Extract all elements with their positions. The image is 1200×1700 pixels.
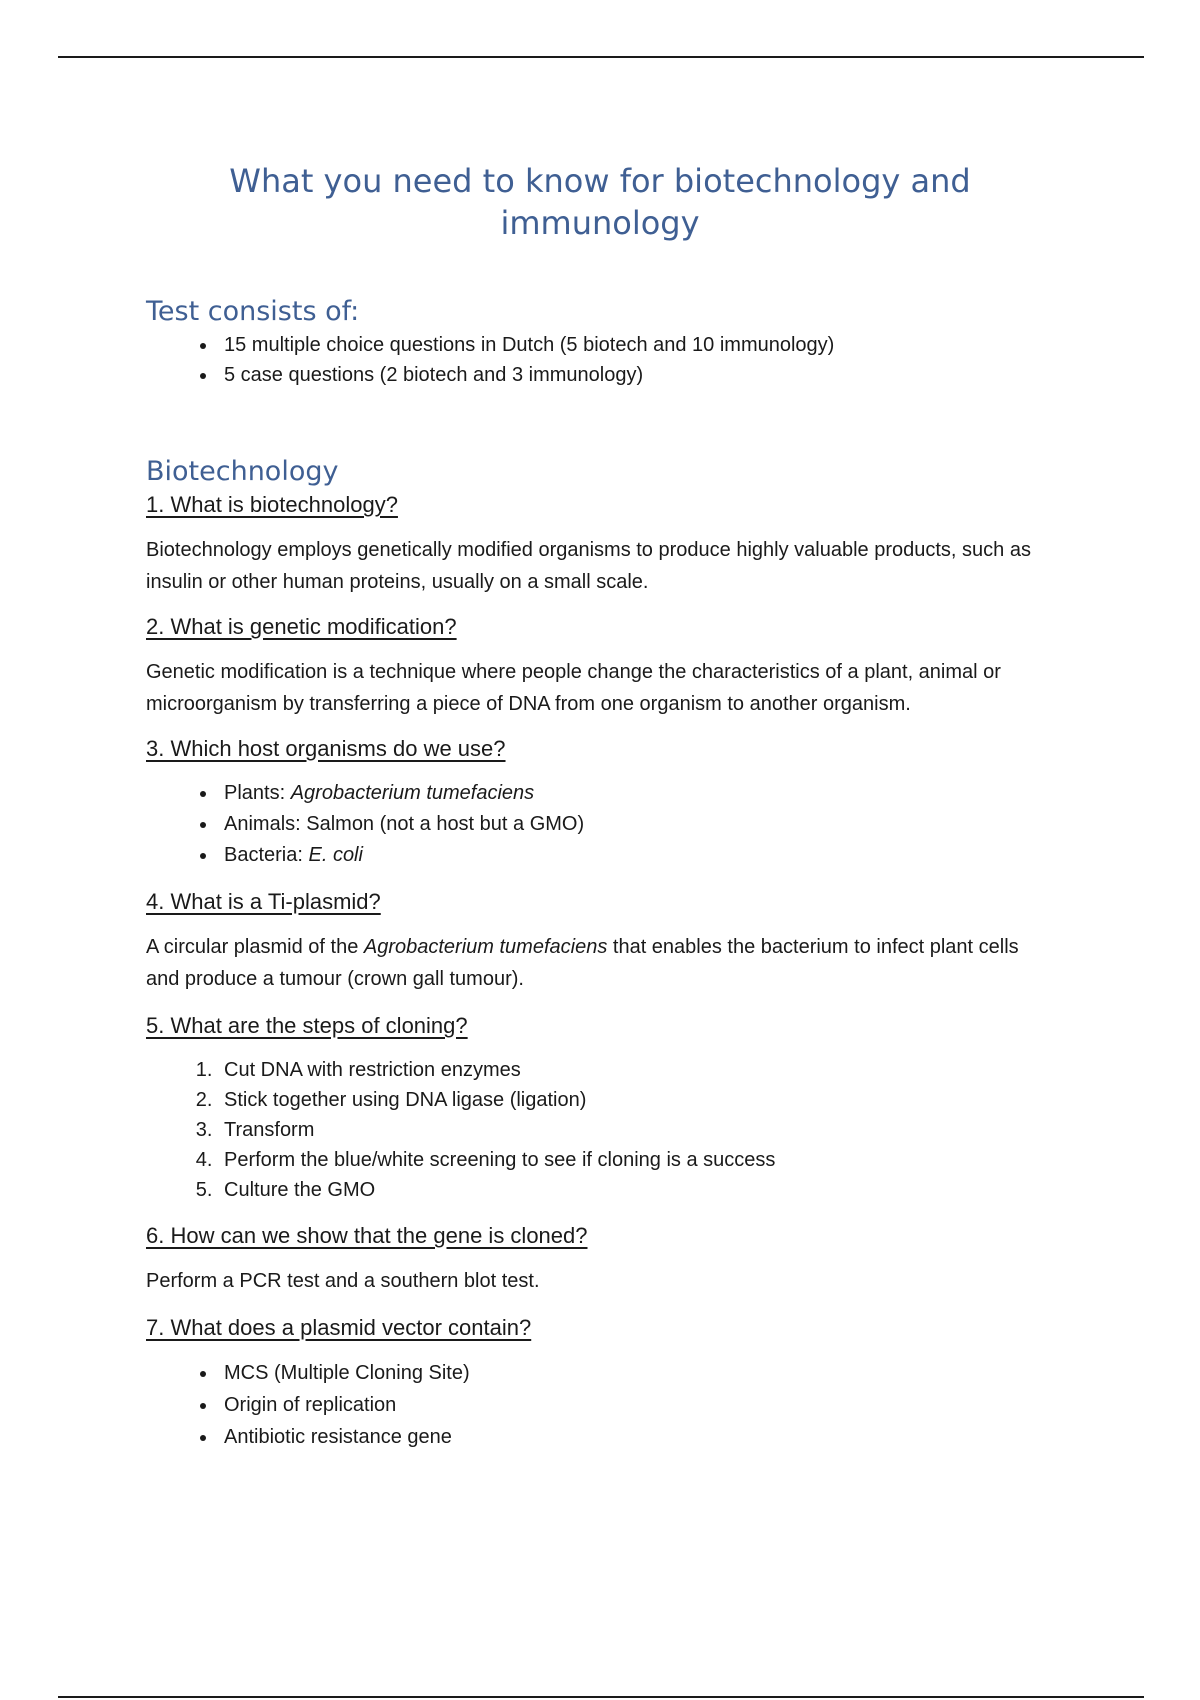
host-item (218, 809, 1066, 840)
question-7: 7. What does a plasmid vector contain? (146, 1315, 532, 1340)
cloning-step: 5. Culture the GMO (218, 1175, 1066, 1205)
test-list (146, 330, 1066, 390)
answer-2: Genetic modification is a technique where people change the characteristics of a plant, animal or microorganism by transferring a piece of DNA from one organism to another organism. (146, 661, 1001, 715)
cloning-step: 3. Transform (218, 1115, 1066, 1145)
answer-4-species: Agrobacterium tumefaciens (363, 936, 608, 958)
vector-item: • MCS (Multiple Cloning Site) (218, 1357, 1066, 1389)
host-list (146, 778, 1066, 871)
question-1: 1. What is biotechnology? (146, 492, 398, 517)
answer-6: Perform a PCR test and a southern blot test. (146, 1270, 540, 1292)
question-3: 3. Which host organisms do we use? (146, 736, 506, 761)
cloning-step: 1. Cut DNA with restriction enzymes (218, 1055, 1066, 1085)
cloning-steps (146, 1055, 1066, 1205)
header-rule (58, 56, 1144, 58)
vector-item: • Antibiotic resistance gene (218, 1421, 1066, 1453)
answer-4 (146, 931, 1026, 995)
host-item (218, 778, 1066, 809)
test-item: • 5 case questions (2 biotech and 3 immunology) (218, 360, 1066, 390)
question-6: 6. How can we show that the gene is cloned? (146, 1223, 588, 1248)
cloning-step: 4. Perform the blue/white screening to see if cloning is a success (218, 1145, 1066, 1175)
vector-list (146, 1357, 1066, 1453)
answer-1: Biotechnology employs genetically modified organisms to produce highly valuable products, such as insulin or other human proteins, usually on a small scale. (146, 539, 1031, 593)
question-2: 2. What is genetic modification? (146, 614, 457, 639)
vector-item: • Origin of replication (218, 1389, 1066, 1421)
host-species: E. coli (308, 844, 363, 866)
footer-rule (58, 1696, 1144, 1698)
host-label: Animals: Salmon (not a host but a GMO) (224, 813, 585, 835)
answer-4-text: A circular plasmid of the (146, 936, 364, 958)
document-title: What you need to know for biotechnology and immunology (229, 162, 971, 242)
host-item (218, 840, 1066, 871)
host-label: Bacteria: (224, 844, 309, 866)
host-label: Plants: (224, 782, 291, 804)
test-item: • 15 multiple choice questions in Dutch (5 biotech and 10 immunology) (218, 330, 1066, 360)
question-5: 5. What are the steps of cloning? (146, 1013, 468, 1038)
cloning-step: 2. Stick together using DNA ligase (ligation) (218, 1085, 1066, 1115)
question-4: 4. What is a Ti-plasmid? (146, 889, 381, 914)
section-heading: Biotechnology (146, 456, 339, 487)
answer-4-text: that enables the bacterium to infect plant cells and produce a tumour (crown gall tumour). (146, 936, 1019, 990)
host-species: Agrobacterium tumefaciens (290, 782, 535, 804)
document-page (146, 160, 1066, 1453)
test-heading: Test consists of: (146, 296, 360, 327)
